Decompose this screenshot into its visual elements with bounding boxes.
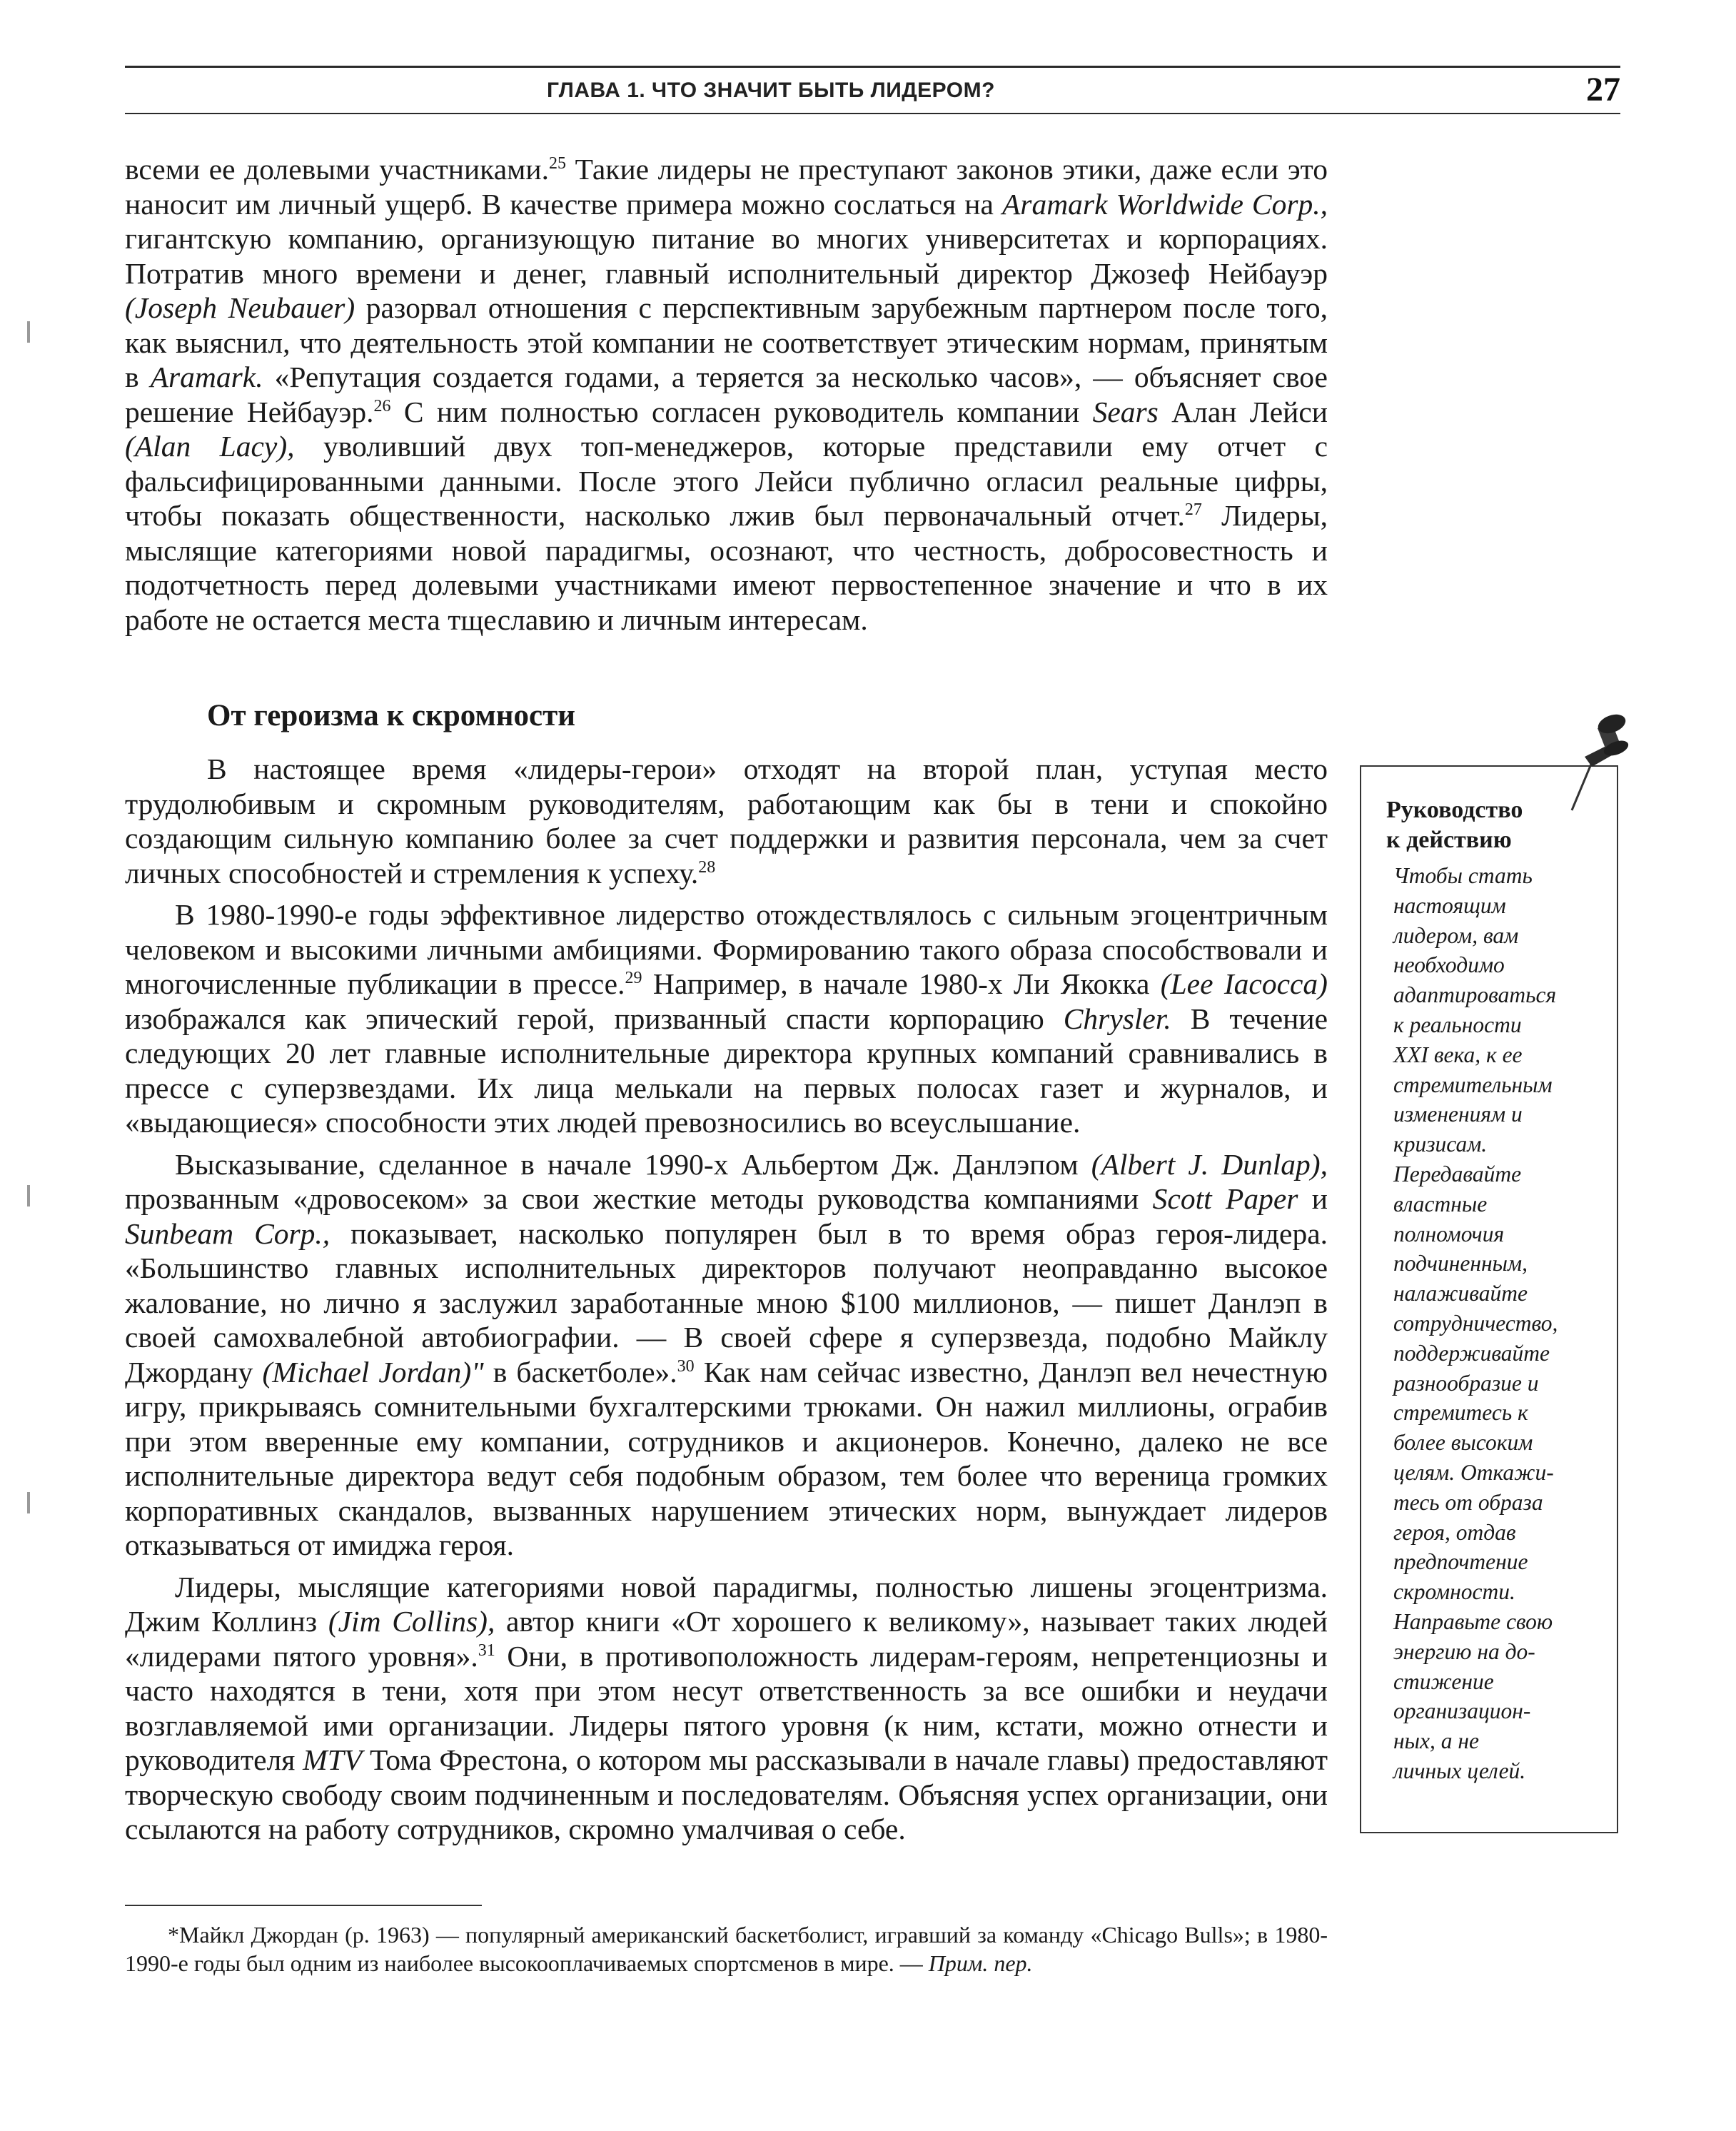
- text-run: Тома Фрестона, о котором мы рассказывали в начале главы) предоставляют творческую свободу своим подчиненным и последователям. Объясняя успех организации, они ссылаются на работу сотрудников, скромно умалчивая о себе.: [125, 1743, 1328, 1845]
- running-head: ГЛАВА 1. ЧТО ЗНАЧИТ БЫТЬ ЛИДЕРОМ?: [547, 79, 995, 102]
- paragraph: [125, 152, 1328, 637]
- footnote-ref: 27: [1184, 500, 1202, 520]
- paragraph: [125, 752, 1328, 890]
- italic-run: Sears: [1092, 395, 1159, 428]
- italic-run: (Alan Lacy),: [125, 430, 295, 463]
- paragraph: [125, 1570, 1328, 1847]
- scan-artifact: [27, 1185, 30, 1206]
- italic-run: Scott Paper: [1152, 1182, 1298, 1215]
- footnote-ref: 29: [625, 969, 642, 988]
- footnote: [125, 1920, 1328, 1978]
- text-run: в баскетболе».: [483, 1355, 677, 1389]
- text-run: В течение следующих 20 лет главные исполнительные директора крупных компаний сравнивались в прессе с суперзвездами. Их лица мелькали на первых полосах газет и журналов, и «выдающиеся» способности этих людей превозносились во всеуслышание.: [125, 1002, 1328, 1139]
- italic-run: (Michael Jordan)": [262, 1355, 484, 1389]
- header-rule-top: [125, 66, 1620, 68]
- footnote-ref: 31: [478, 1641, 495, 1660]
- italic-run: Sunbeam Corp.,: [125, 1216, 330, 1250]
- section-body: [125, 752, 1328, 1847]
- italic-run: (Joseph Neubauer): [125, 291, 355, 324]
- text-run: изображался как эпический герой, призванный спасти корпорацию: [125, 1002, 1064, 1035]
- text-run: *Майкл Джордан (р. 1963) — популярный американский баскетболист, игравший за команду «Chicago Bulls»; в 1980-1990-е годы был одним из наиболее высокооплачиваемых спортсменов в мире. —: [125, 1922, 1328, 1976]
- italic-run: Прим. пер.: [928, 1950, 1033, 1976]
- sidebar-text: Чтобы стать настоящим лидером, вам необходимо адаптироваться к реальности XXI века, к ее стремительным изменениям и кризисам. Передавайте властные полномочия подчиненным, налаживайте сотрудничество, поддерживайте разнообразие и стремитесь к более высоким целям. Откажи- тесь от образа героя, отдав предпочтение скромности. Направьте свою энергию на до- стижение организацион- ных, а не личных целей.: [1393, 863, 1558, 1783]
- text-run: Они, в противоположность лидерам-героям, непретенциозны и часто находятся в тени, хотя при этом несут ответственность за все ошибки и неудачи возглавляемой ими организации. Лидеры пятого уровня (к ним, кстати, можно отнести и руководителя: [125, 1639, 1328, 1776]
- pushpin-icon: [1556, 707, 1635, 814]
- paragraph: [125, 1147, 1328, 1563]
- italic-run: Chrysler.: [1063, 1002, 1171, 1035]
- text-run: и: [1298, 1182, 1328, 1215]
- text-run: В 1980-1990-е годы эффективное лидерство отождествлялось с сильным эгоцентричным человеком и высокими личными амбициями. Формированию такого образа способствовали и многочисленные публикации в прессе.: [125, 898, 1328, 1000]
- italic-run: (Albert J. Dunlap),: [1091, 1147, 1328, 1181]
- text-run: гигантскую компанию, организующую питание во многих университетах и корпорациях. Потратив много времени и денег, главный исполнительный директор Джозеф Нейбауэр: [125, 222, 1328, 290]
- footnote-ref: 28: [698, 857, 716, 877]
- text-run: уволивший двух топ-менеджеров, которые представили ему отчет с фальсифицированными данными. После этого Лейси публично огласил реальные цифры, чтобы показать общественности, насколько лжив был первоначальный отчет.: [125, 430, 1328, 532]
- scan-artifact: [27, 321, 30, 343]
- footnote-ref: 30: [677, 1356, 695, 1376]
- footnote-ref: 26: [373, 396, 391, 415]
- header-rule-bottom: [125, 113, 1620, 114]
- italic-run: MTV: [303, 1743, 363, 1776]
- text-run: прозванным «дровосеком» за свои жесткие методы руководства компаниями: [125, 1182, 1153, 1215]
- text-run: показывает, насколько популярен был в то время образ героя-лидера. «Большинство главных исполнительных директоров получают неоправданно высокое жалование, но лично я заслужил заработанные мною $100 миллионов, — пишет Данлэп в своей самохвалебной автобиографии. — В своей сфере я суперзвезда, подобно Майклу Джордану: [125, 1216, 1328, 1389]
- sidebar-title: Руководство к действию: [1386, 797, 1523, 853]
- text-run: всеми ее долевыми участниками.: [125, 153, 549, 186]
- text-run: автор книги «От хорошего к великому», называет таких людей «лидерами пятого уровня».: [125, 1605, 1328, 1673]
- scan-artifact: [27, 1492, 30, 1513]
- footnote-text: [125, 1920, 1328, 1978]
- footnote-ref: 25: [548, 154, 566, 173]
- body-text-top: [125, 152, 1328, 637]
- italic-run: Aramark.: [150, 361, 263, 393]
- text-run: Например, в начале 1980-х Ли Якокка: [642, 967, 1161, 1000]
- italic-run: (Lee Iacocca): [1160, 967, 1328, 1000]
- action-guide-sidebar: [1360, 765, 1618, 1833]
- text-run: В настоящее время «лидеры-герои» отходят на второй план, уступая место трудолюбивым и скромным руководителям, работающим как бы в тени и спокойно создающим сильную компанию более за счет поддержки и развития персонала, чем за счет личных способностей и стремления к успеху.: [125, 752, 1328, 890]
- text-run: разорвал отношения с перспективным зарубежным партнером после того, как выяснил, что деятельность этой компании не соответствует этическим нормам, принятым в: [125, 291, 1328, 393]
- italic-run: Aramark Worldwide Corp.,: [1001, 187, 1328, 221]
- text-run: С ним полностью согласен руководитель компании: [390, 395, 1093, 428]
- paragraph: [125, 897, 1328, 1140]
- text-run: Лидеры, мыслящие категориями новой парадигмы, осознают, что честность, добросовестность и подотчетность перед долевыми участниками имеют первостепенное значение и что в их работе не остается места тщеславию и личным интересам.: [125, 499, 1328, 636]
- footnote-rule: [125, 1905, 482, 1906]
- italic-run: (Jim Collins),: [328, 1605, 495, 1638]
- text-run: «Репутация создается годами, а теряется за несколько часов», — объясняет свое решение Нейбауэр.: [125, 361, 1328, 428]
- text-run: Высказывание, сделанное в начале 1990-х Альбертом Дж. Данлэпом: [175, 1147, 1091, 1181]
- section-heading: От героизма к скромности: [207, 699, 575, 732]
- text-run: Алан Лейси: [1158, 395, 1328, 428]
- page-number: 27: [1586, 71, 1620, 109]
- text-run: Как нам сейчас известно, Данлэп вел нечестную игру, прикрываясь сомнительными бухгалтерскими трюками. Он нажил миллионы, ограбив при этом вверенные ему компании, сотрудников и акционеров. Конечно, далеко не все исполнительные директора ведут себя подобным образом, тем более что вереница громких корпоративных скандалов, вызванных нарушением этических норм, вынуждает лидеров отказываться от имиджа героя.: [125, 1355, 1328, 1561]
- text-run: Такие лидеры не преступают законов этики, даже если это наносит им личный ущерб. В качестве примера можно сослаться на: [125, 153, 1328, 221]
- text-run: Лидеры, мыслящие категориями новой парадигмы, полностью лишены эгоцентризма. Джим Коллинз: [125, 1570, 1328, 1638]
